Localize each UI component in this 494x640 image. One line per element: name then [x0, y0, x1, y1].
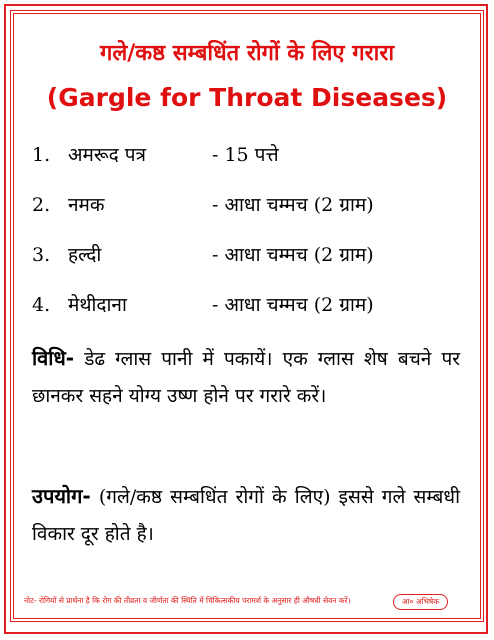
ingredient-quantity: - आधा चम्मच (2 ग्राम)	[212, 244, 374, 266]
ingredient-name: अमरूद पत्र	[68, 144, 147, 166]
ingredient-quantity: - आधा चम्मच (2 ग्राम)	[212, 294, 374, 316]
method-text: डेढ ग्लास पानी में पकायें। एक ग्लास शेष बचने पर छानकर सहने योग्य उष्ण होने पर गरारे करें।	[32, 348, 461, 407]
page-subtitle: (Gargle for Throat Diseases)	[46, 83, 448, 112]
method-paragraph	[32, 340, 460, 415]
ingredient-row-2	[32, 190, 374, 220]
ingredient-number: 3.	[32, 244, 51, 266]
footer-note: नोट- रोगियों से प्रार्थना है कि रोग की तीव्रता व जीर्णता की स्थिति में चिकित्सकीय परामर्श के अनुसार ही औषधी सेवन करें।	[24, 596, 351, 605]
ingredient-quantity: - 15 पत्ते	[212, 144, 279, 166]
method-label: विधि-	[32, 346, 75, 370]
ingredient-name: मेथीदाना	[68, 294, 127, 316]
ingredient-number: 2.	[32, 194, 51, 216]
ingredient-name: नमक	[68, 194, 105, 216]
ingredient-row-4	[32, 290, 374, 320]
ingredient-number: 4.	[32, 294, 51, 316]
footer-note-bar	[18, 591, 476, 611]
ingredient-name: हल्दी	[68, 244, 102, 266]
usage-label: उपयोग-	[32, 484, 91, 508]
ingredient-number: 1.	[32, 144, 51, 166]
author-badge: आ० अभिषेक	[393, 594, 448, 610]
usage-text: (गले/कष्ठ सम्बधिंत रोगों के लिए) इससे गले सम्बधी विकार दूर होते है।	[32, 486, 461, 545]
page-title: गले/कष्ठ सम्बधिंत रोगों के लिए गरारा	[99, 41, 395, 66]
ingredient-quantity: - आधा चम्मच (2 ग्राम)	[212, 194, 374, 216]
ingredient-row-1	[32, 140, 279, 170]
usage-paragraph	[32, 478, 460, 553]
ingredient-row-3	[32, 240, 374, 270]
